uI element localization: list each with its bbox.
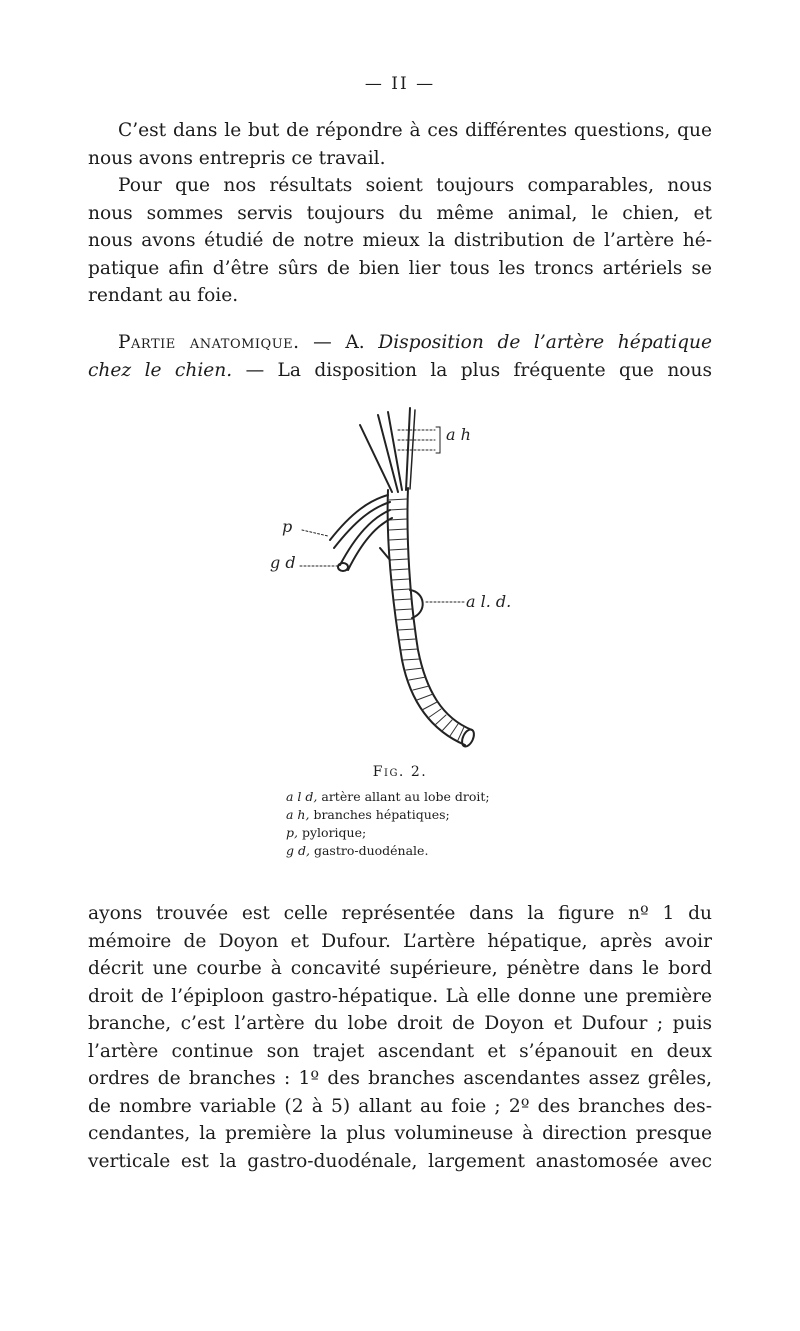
- paragraph-method: [88, 172, 712, 310]
- artery-illustration: [260, 400, 560, 770]
- text-line: patique afin d’être sûrs de bien lier tous les troncs artériels se: [88, 257, 712, 279]
- figure-legend: [286, 788, 566, 860]
- heading-dash: — A.: [299, 332, 379, 353]
- legend-item: g d, gastro-duodénale.: [286, 843, 429, 858]
- legend-item: a h, branches hépatiques;: [286, 807, 450, 822]
- label-p: p: [282, 517, 293, 536]
- text-line: branche, c’est l’artère du lobe droit de Doyon et Dufour ; puis: [88, 1013, 712, 1034]
- heading-italic: Disposition de l’artère hépatique: [378, 332, 712, 353]
- hepatic-branch: [360, 425, 392, 492]
- text-line: ordres de branches : 1º des branches ascendantes assez grêles,: [88, 1068, 712, 1089]
- text-line: ayons trouvée est celle représentée dans la figure nº 1 du: [88, 903, 712, 924]
- label-ah: a h: [446, 425, 471, 444]
- trunk-right-edge: [407, 488, 472, 730]
- text-line: [88, 357, 712, 385]
- gastroduodenal-cut-end: [338, 563, 348, 571]
- text-line: mémoire de Doyon et Dufour. L’artère hépatique, après avoir: [88, 930, 712, 952]
- text-line: l’artère continue son trajet ascendant et s’épanouit en deux: [88, 1040, 712, 1062]
- paragraph-intro: [88, 117, 712, 172]
- paragraph-anatomy-heading: [88, 329, 712, 384]
- text-line: Pour que nos résultats soient toujours comparables, nous: [118, 175, 712, 196]
- legend-item: a l d, artère allant au lobe droit;: [286, 789, 490, 804]
- trunk-hatching: [389, 499, 464, 740]
- label-gd: g d: [270, 553, 296, 572]
- label-ald: a l. d.: [466, 592, 512, 611]
- text-line: verticale est la gastro-duodénale, largement anastomosée avec: [88, 1150, 712, 1172]
- page-number: — II —: [364, 74, 436, 94]
- gastroduodenal-branch: [340, 510, 390, 565]
- figure-title: Fig. 2.: [372, 764, 428, 780]
- text-cont: — La disposition la plus fréquente que nous: [232, 359, 713, 381]
- text-line: nous avons entrepris ce travail.: [88, 147, 386, 169]
- legend-item: p, pylorique;: [286, 825, 367, 840]
- text-line: nous sommes servis toujours du même animal, le chien, et: [88, 202, 712, 224]
- pyloric-branch: [330, 495, 388, 540]
- text-line: rendant au foie.: [88, 285, 239, 306]
- leader-p: [302, 530, 328, 536]
- text-line: décrit une courbe à concavité supérieure, pénètre dans le bord: [88, 958, 712, 979]
- heading-italic-cont: chez le chien.: [88, 359, 233, 381]
- paragraph-description: [88, 900, 712, 1175]
- text-line: cendantes, la première la plus volumineuse à direction presque: [88, 1123, 712, 1144]
- hepatic-branch: [406, 408, 410, 490]
- text-line: nous avons étudié de notre mieux la distribution de l’artère hé-: [88, 230, 712, 251]
- text-line: de nombre variable (2 à 5) allant au foie ; 2º des branches des-: [88, 1095, 712, 1117]
- text-line: C’est dans le but de répondre à ces différentes questions, que: [118, 120, 712, 141]
- text-line: [88, 329, 712, 357]
- trunk-left-edge: [388, 490, 465, 745]
- text-line: droit de l’épiploon gastro-hépatique. Là elle donne une première: [88, 985, 712, 1007]
- bracket-ah: [436, 427, 440, 453]
- section-heading: Partie anatomique.: [118, 332, 300, 353]
